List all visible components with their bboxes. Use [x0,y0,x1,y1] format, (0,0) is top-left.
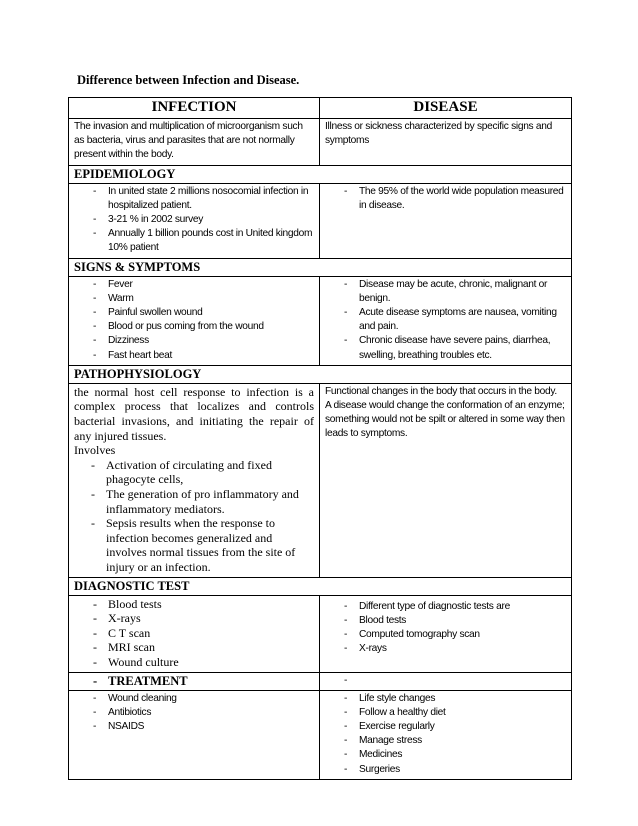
list-item: - Blood or pus coming from the wound [90,320,314,334]
section-row-treatment [69,672,572,690]
treatment-disease-list [325,692,566,777]
list-item: - Fever [90,278,314,292]
list-item: - MRI scan [90,640,314,655]
signs-row [69,276,572,365]
list-item: - NSAIDS [90,720,314,734]
list-item: - 3-21 % in 2002 survey [90,213,314,227]
diagnostic-infection [69,595,320,672]
document-title: Difference between Infection and Disease. [77,73,300,87]
list-item: - In united state 2 millions nosocomial infection in hospitalized patient. [90,185,314,213]
section-label-signs-symptoms: SIGNS & SYMPTOMS [69,258,572,276]
epidemiology-infection-list [74,185,314,256]
definition-row [69,119,572,166]
infection-definition: The invasion and multiplication of microorganism such as bacteria, virus and parasites that are not normally present within the body. [69,119,320,166]
section-row-diagnostic [69,577,572,595]
epidemiology-disease-list [325,185,566,213]
list-item: - Blood tests [341,614,566,628]
list-item: - Computed tomography scan [341,628,566,642]
pathophysiology-intro: the normal host cell response to infection is a complex process that localizes and controls bacterial invasions, and initiating the repair of any injured tissues. [74,384,314,443]
epidemiology-infection [69,183,320,258]
pathophysiology-disease [320,383,572,577]
section-label-diagnostic-test: DIAGNOSTIC TEST [69,577,572,595]
diagnostic-disease-list [325,600,566,657]
treatment-infection-list [74,692,314,735]
header-disease: DISEASE [320,98,572,119]
list-item: - Different type of diagnostic tests are [341,600,566,614]
list-item: - Warm [90,292,314,306]
treatment-infection [69,690,320,779]
list-item: - Dizziness [90,334,314,348]
list-item: - Painful swollen wound [90,306,314,320]
section-row-epidemiology [69,165,572,183]
section-label-epidemiology: EPIDEMIOLOGY [69,165,572,183]
diagnostic-disease [320,595,572,672]
list-item: - Exercise regularly [341,720,566,734]
list-item: - The generation of pro inflammatory and inflammatory mediators. [88,487,314,516]
pathophysiology-infection-list [74,458,314,575]
pathophysiology-disease-text-1: Functional changes in the body that occurs in the body. [325,385,557,397]
section-label-pathophysiology: PATHOPHYSIOLOGY [69,365,572,383]
signs-infection [69,276,320,365]
list-item: - Follow a healthy diet [341,706,566,720]
list-item: - Annually 1 billion pounds cost in United kingdom 10% patient [90,227,314,255]
list-item: - Activation of circulating and fixed phagocyte cells, [88,458,314,487]
section-row-pathophysiology [69,365,572,383]
list-item: - X-rays [90,611,314,626]
signs-disease-list [325,278,566,363]
signs-disease [320,276,572,365]
header-row [69,98,572,119]
list-item: - Chronic disease have severe pains, diarrhea, swelling, breathing troubles etc. [341,334,566,362]
epidemiology-row [69,183,572,258]
list-item: - Wound cleaning [90,692,314,706]
list-item: - Fast heart beat [90,349,314,363]
pathophysiology-infection [69,383,320,577]
section-row-signs [69,258,572,276]
list-item: - The 95% of the world wide population measured in disease. [341,185,566,213]
list-item: - Disease may be acute, chronic, malignant or benign. [341,278,566,306]
list-item: - Wound culture [90,655,314,670]
pathophysiology-disease-text-2: A disease would change the conformation of an enzyme; something would not be spilt or altered in some way then leads to symptoms. [325,400,565,440]
list-item: - Surgeries [341,763,566,777]
list-item: - X-rays [341,642,566,656]
list-item: - Blood tests [90,597,314,612]
diagnostic-infection-list [74,597,314,670]
pathophysiology-involves: Involves [74,443,116,458]
treatment-label-cell [69,672,320,690]
diagnostic-row [69,595,572,672]
list-item: - Antibiotics [90,706,314,720]
treatment-label-list [74,674,314,688]
comparison-table [68,97,572,780]
list-item: - Acute disease symptoms are nausea, vomiting and pain. [341,306,566,334]
epidemiology-disease [320,183,572,258]
list-item: - Medicines [341,748,566,762]
list-item: - Life style changes [341,692,566,706]
signs-infection-list [74,278,314,363]
treatment-row [69,690,572,779]
list-item: - C T scan [90,626,314,641]
header-infection: INFECTION [69,98,320,119]
list-item: - Sepsis results when the response to infection becomes generalized and involves normal tissues from the site of injury or an infection. [88,516,314,574]
treatment-right-header-cell [320,672,572,690]
section-label-treatment: - TREATMENT [90,674,314,688]
pathophysiology-row [69,383,572,577]
disease-definition: Illness or sickness characterized by specific signs and symptoms [320,119,572,166]
treatment-disease [320,690,572,779]
list-item: - Manage stress [341,734,566,748]
